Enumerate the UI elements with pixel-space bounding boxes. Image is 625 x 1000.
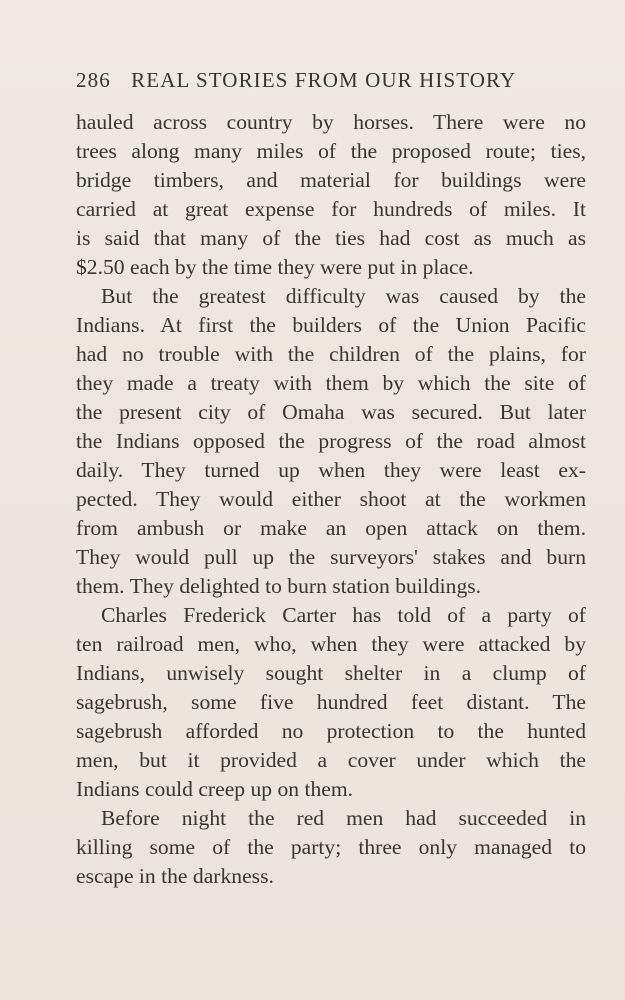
text-line: Indians, unwisely sought shelter in a clump of bbox=[76, 661, 586, 685]
running-title: REAL STORIES FROM OUR HISTORY bbox=[131, 68, 517, 92]
text-line: the present city of Omaha was secured. But later bbox=[76, 400, 586, 424]
text-line: ten railroad men, who, when they were attacked by bbox=[76, 632, 586, 656]
text-line: trees along many miles of the proposed route; ties, bbox=[76, 139, 586, 163]
text-line: is said that many of the ties had cost as much as bbox=[76, 226, 586, 250]
body-text bbox=[76, 108, 586, 891]
text-line: hauled across country by horses. There were no bbox=[76, 110, 586, 134]
page-number: 286 bbox=[76, 68, 111, 92]
text-line: But the greatest difficulty was caused by the bbox=[101, 284, 586, 308]
text-line: $2.50 each by the time they were put in place. bbox=[76, 255, 474, 279]
text-line: escape in the darkness. bbox=[76, 864, 274, 888]
text-line: carried at great expense for hundreds of miles. It bbox=[76, 197, 586, 221]
text-line: sagebrush, some five hundred feet distant. The bbox=[76, 690, 586, 714]
text-line: Charles Frederick Carter has told of a party of bbox=[101, 603, 586, 627]
text-line: the Indians opposed the progress of the road almost bbox=[76, 429, 586, 453]
text-line: from ambush or make an open attack on them. bbox=[76, 516, 586, 540]
text-line: pected. They would either shoot at the workmen bbox=[76, 487, 586, 511]
running-head bbox=[76, 64, 548, 96]
text-line: Indians could creep up on them. bbox=[76, 777, 354, 801]
text-line: Indians. At first the builders of the Union Pacific bbox=[76, 313, 586, 337]
text-line: men, but it provided a cover under which the bbox=[76, 748, 586, 772]
text-line: bridge timbers, and material for buildings were bbox=[76, 168, 586, 192]
text-line: had no trouble with the children of the plains, for bbox=[76, 342, 586, 366]
text-line: daily. They turned up when they were least ex- bbox=[76, 458, 586, 482]
text-line: killing some of the party; three only managed to bbox=[76, 835, 586, 859]
text-line: They would pull up the surveyors' stakes and burn bbox=[76, 545, 586, 569]
text-line: sagebrush afforded no protection to the hunted bbox=[76, 719, 586, 743]
text-line: Before night the red men had succeeded in bbox=[101, 806, 586, 830]
text-line: they made a treaty with them by which the site of bbox=[76, 371, 586, 395]
text-line: them. They delighted to burn station buildings. bbox=[76, 574, 482, 598]
